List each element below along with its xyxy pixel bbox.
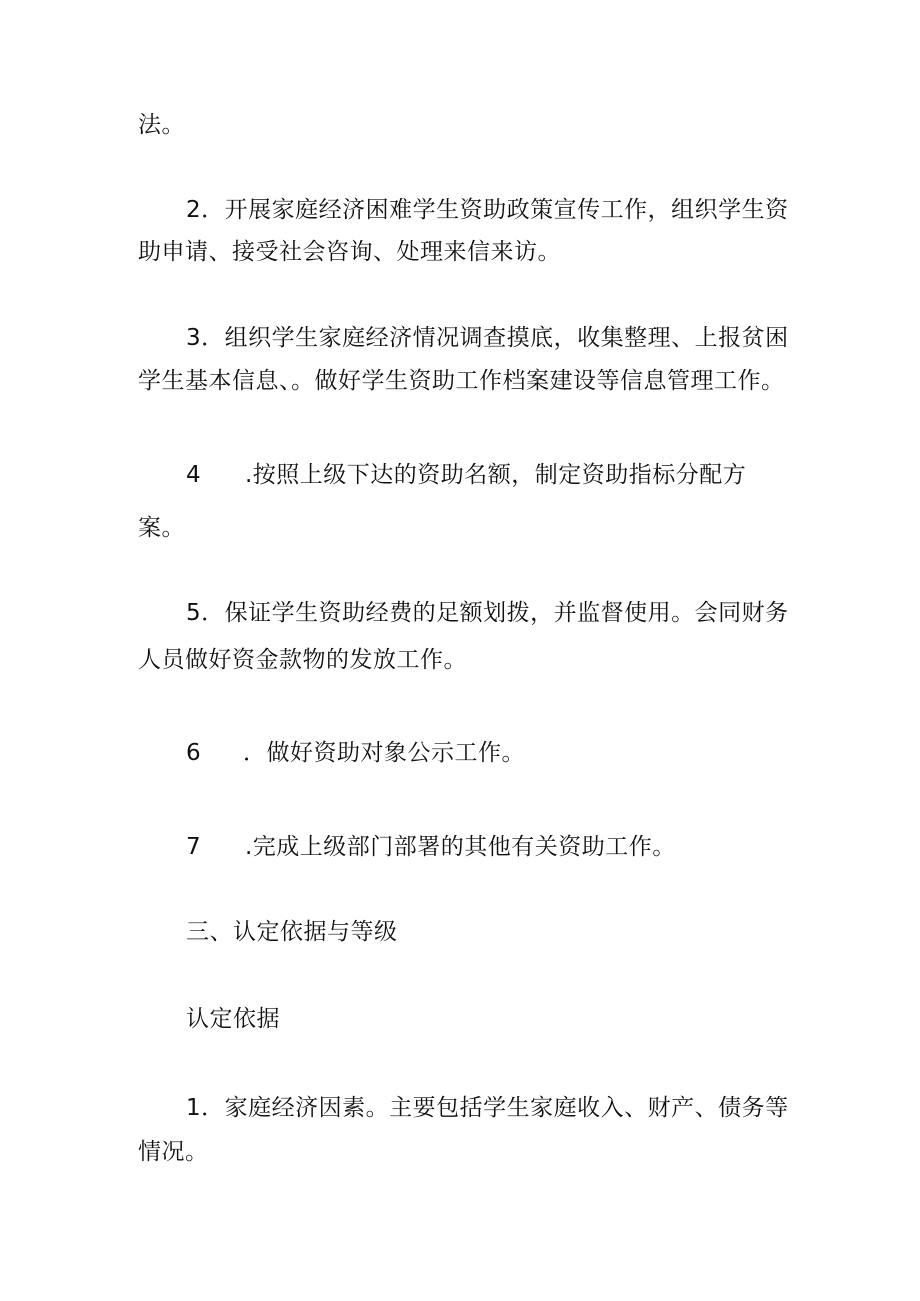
- text-line: 人员做好资金款物的发放工作。: [138, 647, 467, 673]
- text-line: 学生基本信息、。做好学生资助工作档案建设等信息管理工作。: [138, 368, 785, 394]
- text-line: 1．家庭经济因素。主要包括学生家庭收入、财产、债务等: [186, 1095, 789, 1121]
- text-line: .完成上级部门部署的其他有关资助工作。: [245, 834, 676, 860]
- text-line: 3．组织学生家庭经济情况调查摸底，收集整理、上报贫困: [186, 325, 789, 351]
- text-line: 案。: [138, 515, 185, 541]
- section-heading: 三、认定依据与等级: [186, 919, 398, 945]
- subsection-heading: 认定依据: [186, 1006, 280, 1032]
- text-line: 法。: [138, 112, 185, 138]
- text-line: .按照上级下达的资助名额，制定资助指标分配方: [245, 462, 747, 488]
- text-line: ．做好资助对象公示工作。: [243, 740, 525, 766]
- text-line: 2．开展家庭经济困难学生资助政策宣传工作，组织学生资: [186, 197, 789, 223]
- text-line: 助申请、接受社会咨询、处理来信来访。: [138, 239, 561, 265]
- text-line: 情况。: [138, 1139, 209, 1165]
- list-number: 6: [186, 740, 202, 766]
- list-number: 7: [186, 834, 202, 860]
- text-line: 5．保证学生资助经费的足额划拨，并监督使用。会同财务: [186, 600, 789, 626]
- list-number: 4: [186, 462, 202, 488]
